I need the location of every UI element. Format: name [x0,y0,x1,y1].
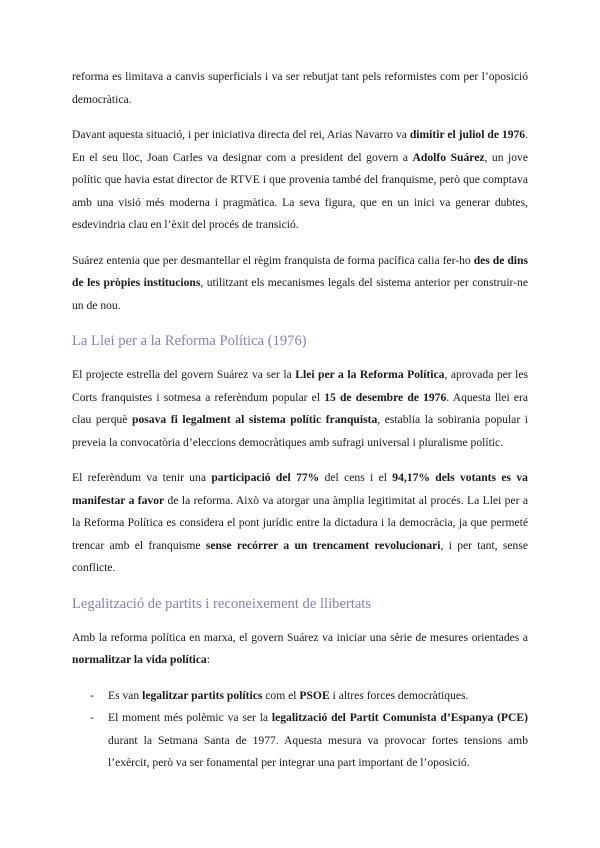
section-heading-reform-law: La Llei per a la Reforma Política (1976) [72,333,307,349]
list-item: - Es van legalitzar partits polítics com el PSOE i altres forces democràtiques. [72,685,528,708]
list-dash: - [90,711,94,724]
measures-list [72,685,528,775]
paragraph-normalization: Amb la reforma política en marxa, el govern Suárez va iniciar una sèrie de mesures orientades a normalitzar la vida política: [72,630,528,666]
paragraph-suarez-strategy: Suárez entenia que per desmantellar el règim franquista de forma pacífica calia fer-ho des de dins de les pròpies institucions, utilitzant els mecanismes legals del sistema anterior per construir-ne un de nou. [72,253,528,312]
list-dash: - [90,688,94,702]
paragraph-suarez-appointment: Davant aquesta situació, i per iniciativa directa del rei, Arias Navarro va dimitir el juliol de 1976. En el seu lloc, Joan Carles va designar com a president del govern a Adolfo Suárez, un jove polític que havia estat director de RTVE i que provenia també del franquisme, però que comptava amb una visió més moderna i pragmàtica. La seva figura, que en un inici va generar dubtes, esdevindria clau en l’èxit del procés de transició. [72,128,529,231]
list-item: - El moment més polèmic va ser la legalització del Partit Comunista d’Espanya (PCE) durant la Setmana Santa de 1977. Aquesta mesura va provocar fortes tensions amb l’exèrcit, però va ser fonamental per integrar una part important de l’oposició. [72,707,528,775]
paragraph-reform-rejected: reforma es limitava a canvis superficials i va ser rebutjat tant pels reformistes com per l’oposició democràtica. [72,70,528,106]
paragraph-referendum: El referèndum va tenir una participació del 77% del cens i el 94,17% dels votants es va manifestar a favor de la reforma. Això va atorgar una àmplia legitimitat al procés. La Llei per a la Reforma Política es considera el pont jurídic entre la dictadura i la democràcia, ja que permeté trencar amb el franquisme sense recórrer a un trencament revolucionari, i per tant, sense conflicte. [72,471,528,574]
section-heading-legalization: Legalització de partits i reconeixement de llibertats [72,595,372,612]
paragraph-reform-law: El projecte estrella del govern Suárez va ser la Llei per a la Reforma Política, aprovada per les Corts franquistes i sotmesa a referèndum popular el 15 de desembre de 1976. Aquesta llei era clau perquè posava fi legalment al sistema polític franquista, establia la sobirania popular i preveia la convocatòria d’eleccions democràtiques amb sufragi universal i pluralisme polític. [72,368,528,449]
document-body [72,66,528,775]
